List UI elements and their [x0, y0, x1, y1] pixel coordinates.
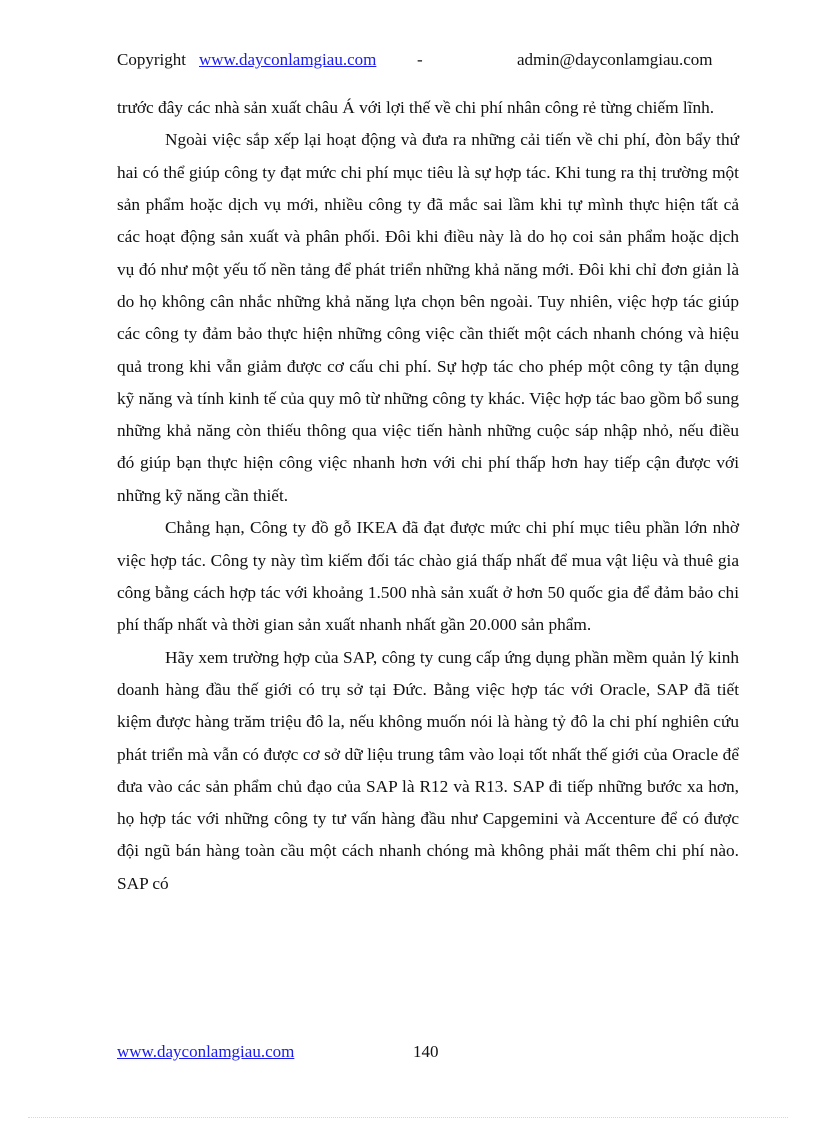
header-separator: - — [417, 50, 423, 69]
copyright-label: Copyright — [117, 50, 186, 69]
page-header — [117, 48, 737, 72]
bottom-divider — [28, 1117, 788, 1118]
header-site-link[interactable]: www.dayconlamgiau.com — [199, 50, 377, 69]
header-email: admin@dayconlamgiau.com — [517, 50, 713, 69]
paragraph-3: Chẳng hạn, Công ty đồ gỗ IKEA đã đạt được mức chi phí mục tiêu phần lớn nhờ việc hợp tác. Công ty này tìm kiếm đối tác chào giá thấp nhất để mua vật liệu và thuê gia công bằng cách hợp tác với khoảng 1.500 nhà sản xuất ở hơn 50 quốc gia để đảm bảo chi phí thấp nhất và thời gian sản xuất nhanh nhất gần 20.000 sản phẩm. — [117, 518, 739, 635]
footer-site-link[interactable]: www.dayconlamgiau.com — [117, 1042, 295, 1061]
page-footer — [117, 1040, 737, 1064]
paragraph-1: trước đây các nhà sản xuất châu Á với lợi thế về chi phí nhân công rẻ từng chiếm lĩnh. — [117, 98, 715, 117]
page-number: 140 — [413, 1042, 439, 1061]
paragraph-4: Hãy xem trường hợp của SAP, công ty cung cấp ứng dụng phần mềm quản lý kinh doanh hàng đầu thế giới có trụ sở tại Đức. Bằng việc hợp tác với Oracle, SAP đã tiết kiệm được hàng trăm triệu đô la, nếu không muốn nói là hàng tỷ đô la chi phí nghiên cứu phát triển mà vẫn có được cơ sở dữ liệu trung tâm vào loại tốt nhất thế giới của Oracle để đưa vào các sản phẩm chủ đạo của SAP là R12 và R13. SAP đi tiếp những bước xa hơn, họ hợp tác với những công ty tư vấn hàng đầu như Capgemini và Accenture để có được đội ngũ bán hàng toàn cầu một cách nhanh chóng mà không phải mất thêm chi phí nào. SAP có — [117, 647, 739, 893]
document-body — [117, 92, 739, 900]
paragraph-2: Ngoài việc sắp xếp lại hoạt động và đưa ra những cải tiến về chi phí, đòn bẩy thứ hai có thể giúp công ty đạt mức chi phí mục tiêu là sự hợp tác. Khi tung ra thị trường một sản phẩm hoặc dịch vụ mới, nhiều công ty đã mắc sai lầm khi tự mình thực hiện tất cả các hoạt động sản xuất và phân phối. Đôi khi điều này là do họ coi sản phẩm hoặc dịch vụ đó như một yếu tố nền tảng để phát triển những khả năng mới. Đôi khi chỉ đơn giản là do họ không cân nhắc những khả năng lựa chọn bên ngoài. Tuy nhiên, việc hợp tác giúp các công ty đảm bảo thực hiện những công việc cần thiết một cách nhanh chóng và hiệu quả trong khi vẫn giảm được cơ cấu chi phí. Sự hợp tác cho phép một công ty tận dụng kỹ năng và tính kinh tế của quy mô từ những công ty khác. Việc hợp tác bao gồm bổ sung những khả năng còn thiếu thông qua việc tiến hành những cuộc sáp nhập nhỏ, nếu điều đó giúp bạn thực hiện công việc nhanh hơn với chi phí thấp hơn hay tiếp cận được với những kỹ năng cần thiết. — [117, 130, 739, 505]
